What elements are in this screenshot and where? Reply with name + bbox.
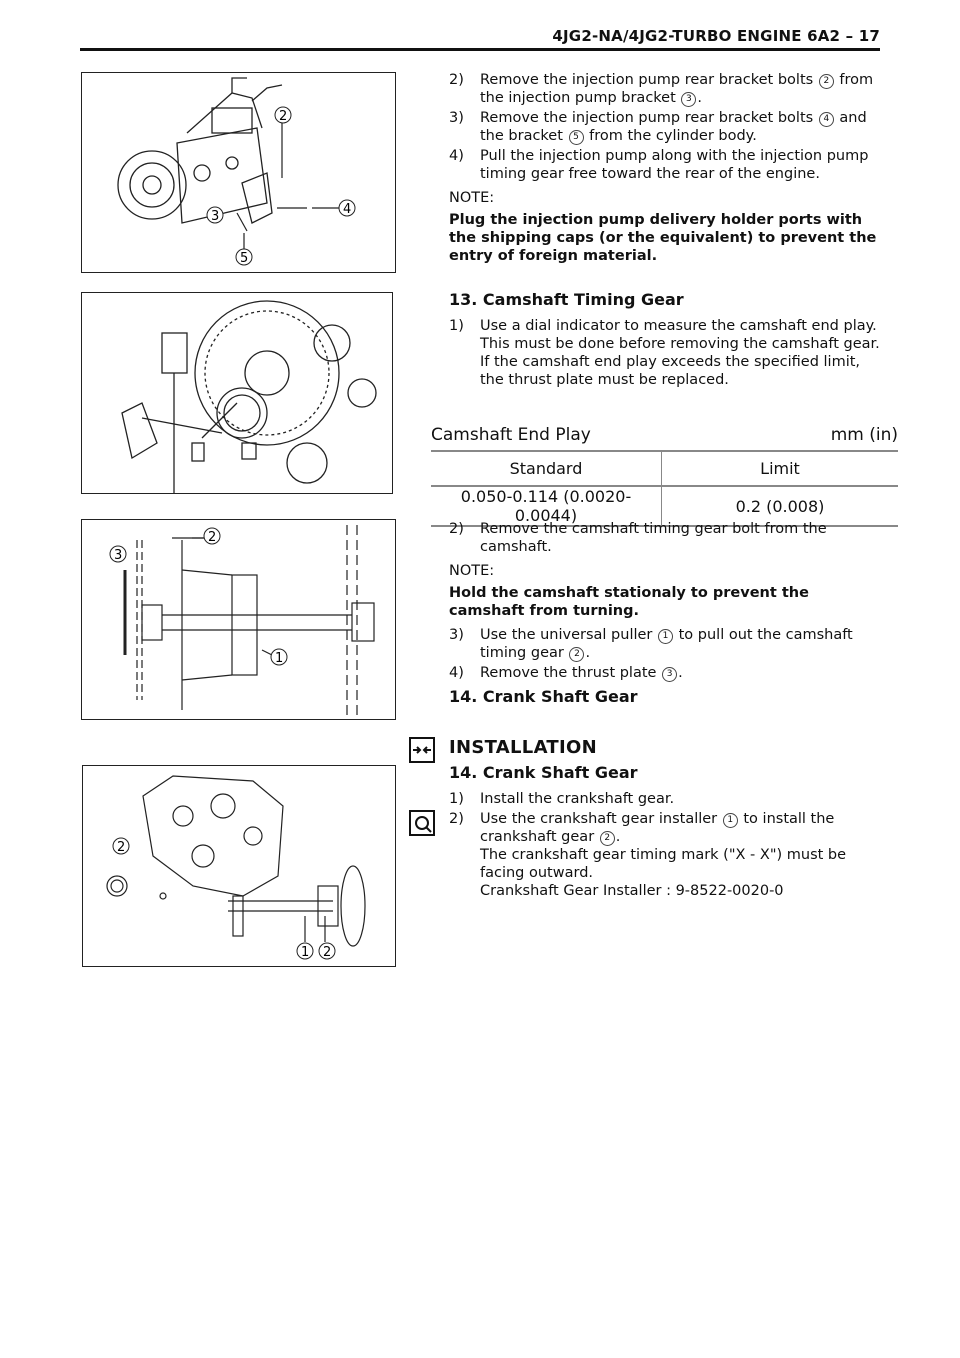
camshaft-timing-gear-section bbox=[449, 291, 884, 391]
step-item: 4) Remove the thrust plate 3 . bbox=[449, 665, 683, 681]
special-tool-icon bbox=[409, 810, 435, 836]
callout-label: 3 bbox=[211, 209, 220, 224]
note-label: NOTE: bbox=[449, 563, 495, 579]
crankshaft-install-steps bbox=[449, 764, 884, 902]
step-item: 2) Use the crankshaft gear installer 1 to install the crankshaft gear 2 . The crankshaft gear timing mark ("X - X") must be facing outward. Crankshaft Gear Installer : 9-8522-0020-0 bbox=[449, 811, 847, 899]
step-item: 1) Use a dial indicator to measure the camshaft end play. This must be done before removing the camshaft gear. If the camshaft end play exceeds the specified limit, the thrust plate must be replaced. bbox=[449, 318, 880, 388]
page-header: 4JG2-NA/4JG2-TURBO ENGINE 6A2 – 17 bbox=[552, 27, 880, 45]
table-cell: 0.2 (0.008) bbox=[662, 486, 899, 526]
section-title: 13. Camshaft Timing Gear bbox=[449, 290, 684, 309]
universal-puller-figure bbox=[81, 519, 396, 720]
step-item: 4) Pull the injection pump along with the injection pump timing gear free toward the rear of the engine. bbox=[449, 148, 869, 182]
callout-label: 3 bbox=[114, 548, 123, 563]
step-item: 3) Remove the injection pump rear bracket bolts 4 and the bracket 5 from the cylinder body. bbox=[449, 110, 867, 144]
callout-label: 2 bbox=[208, 530, 217, 545]
note-label: NOTE: bbox=[449, 190, 495, 206]
callout-label: 2 bbox=[279, 109, 288, 124]
header-rule bbox=[80, 48, 880, 51]
table-title: Camshaft End Play mm (in) bbox=[431, 425, 898, 445]
step-item: 2) Remove the camshaft timing gear bolt from the camshaft. bbox=[449, 521, 827, 555]
table-unit: mm (in) bbox=[830, 425, 898, 445]
pump-removal-steps bbox=[449, 71, 884, 265]
callout-label: 4 bbox=[343, 202, 352, 217]
step-item: 2) Remove the injection pump rear bracket bolts 2 from the injection pump bracket 3 . bbox=[449, 72, 874, 106]
callout-label: 1 bbox=[275, 651, 284, 666]
table-header: Limit bbox=[662, 451, 899, 486]
step-item: 1) Install the crankshaft gear. bbox=[449, 791, 675, 807]
dial-indicator-figure bbox=[81, 292, 393, 494]
section-title: 14. Crank Shaft Gear bbox=[449, 687, 638, 706]
callout-label: 5 bbox=[240, 251, 249, 266]
callout-label: 2 bbox=[323, 945, 332, 960]
note-body: Hold the camshaft stationaly to prevent the camshaft from turning. bbox=[449, 585, 809, 619]
section-title: 14. Crank Shaft Gear bbox=[449, 763, 638, 782]
injection-pump-bracket-figure bbox=[81, 72, 396, 273]
callout-label: 2 bbox=[117, 840, 126, 855]
camshaft-gear-removal-steps bbox=[449, 520, 884, 706]
note-body: Plug the injection pump delivery holder ports with the shipping caps (or the equivalent) to prevent the entry of foreign material. bbox=[449, 212, 877, 264]
arrows-inward-icon bbox=[409, 737, 435, 763]
table-header: Standard bbox=[431, 451, 662, 486]
installation-heading: INSTALLATION bbox=[449, 737, 597, 758]
crankshaft-gear-installer-figure bbox=[82, 765, 396, 967]
step-item: 3) Use the universal puller 1 to pull out the camshaft timing gear 2 . bbox=[449, 627, 853, 661]
callout-label: 1 bbox=[301, 945, 310, 960]
camshaft-end-play-table bbox=[431, 450, 898, 527]
table-cell: 0.050-0.114 (0.0020-0.0044) bbox=[431, 486, 662, 526]
